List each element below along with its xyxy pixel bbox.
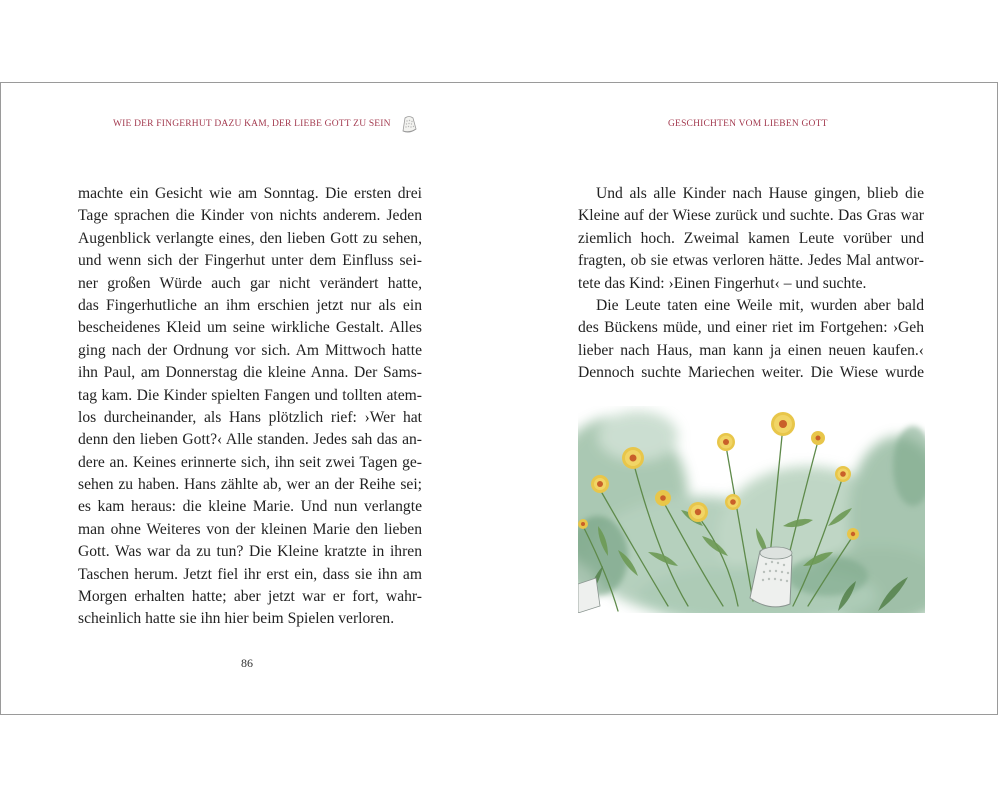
text-line: los durcheinander, als Hans plötzlich rief: ›Wer hat	[78, 408, 422, 426]
thimble-icon	[397, 112, 421, 136]
running-head-right: GESCHICHTEN VOM LIEBEN GOTT	[668, 119, 828, 129]
text-line: man ohne Weiteres von der kleinen Marie den lieben	[78, 520, 422, 538]
book-spread	[0, 82, 998, 715]
text-line: ner großen Würde auch gar nicht verändert hatte,	[78, 274, 422, 292]
text-line: denn den lieben Gott?‹ Alle standen. Jedes sah das an-	[78, 431, 422, 449]
text-line: machte ein Gesicht wie am Sonntag. Die ersten drei	[78, 185, 422, 202]
text-line: Und als alle Kinder nach Hause gingen, blieb die	[596, 185, 924, 202]
text-line: Gott. Was war da zu tun? Die Kleine kratzte in ihren	[78, 543, 422, 561]
text-line: Augenblick verlangte eines, den lieben Gott zu sehen,	[78, 229, 422, 247]
text-line: Die Leute taten eine Weile mit, wurden aber bald	[596, 296, 924, 314]
text-line: ziemlich hoch. Zweimal kamen Leute vorüber und	[578, 229, 924, 247]
text-line: Kleine auf der Wiese zurück und suchte. Das Gras war	[578, 207, 924, 225]
running-head-left: WIE DER FINGERHUT DAZU KAM, DER LIEBE GOTT ZU SEIN	[113, 119, 391, 129]
text-line: tete das Kind: ›Einen Fingerhut‹ – und suchte.	[578, 274, 867, 292]
text-line: ihn Paul, am Donnerstag die kleine Anna. Der Sams-	[78, 364, 422, 382]
text-line: Morgen erhalten hatte; aber jetzt war er fort, wahr-	[78, 588, 422, 606]
text-line: fragten, ob sie etwas verloren hätte. Jedes Mal antwor-	[578, 252, 924, 270]
text-line: bescheidenes Kleid um seine wirkliche Gestalt. Alles	[78, 319, 422, 337]
text-line: Tage sprachen die Kinder von nichts anderem. Jeden	[78, 207, 422, 225]
text-line: sehen zu haben. Hans zählte ab, wer an der Reihe sei;	[78, 476, 422, 494]
text-line: scheinlich hatte sie ihn hier beim Spielen verloren.	[78, 610, 395, 628]
meadow-illustration	[578, 406, 925, 613]
text-line: Taschen herum. Jetzt fiel ihr erst ein, dass sie ihn am	[78, 565, 422, 583]
text-line: das Fingerhutliche an ihm erschien jetzt nur als ein	[78, 296, 422, 314]
text-line: des Bückens müde, und einer riet im Fortgehen: ›Geh	[578, 319, 924, 337]
text-line: Dennoch suchte Mariechen weiter. Die Wiese wurde	[578, 364, 924, 382]
text-line: und wenn sich der Fingerhut unter dem Einfluss sei-	[78, 252, 422, 270]
right-body-text	[578, 183, 924, 385]
left-page	[1, 83, 500, 714]
text-line: tag kam. Die Kinder spielten Fangen und tollten atem-	[78, 386, 422, 404]
right-page	[500, 83, 999, 714]
left-body-text	[78, 183, 422, 631]
page-number: 86	[241, 656, 253, 670]
text-line: lieber nach Haus, man kann ja einen neuen kaufen.‹	[578, 341, 924, 359]
text-line: ging nach der Ordnung vor sich. Am Mittwoch hatte	[78, 341, 422, 359]
text-line: es kam heraus: die kleine Marie. Und nun verlangte	[78, 498, 422, 516]
text-line: dere an. Keines erinnerte sich, ihn seit zwei Tagen ge-	[78, 453, 422, 471]
